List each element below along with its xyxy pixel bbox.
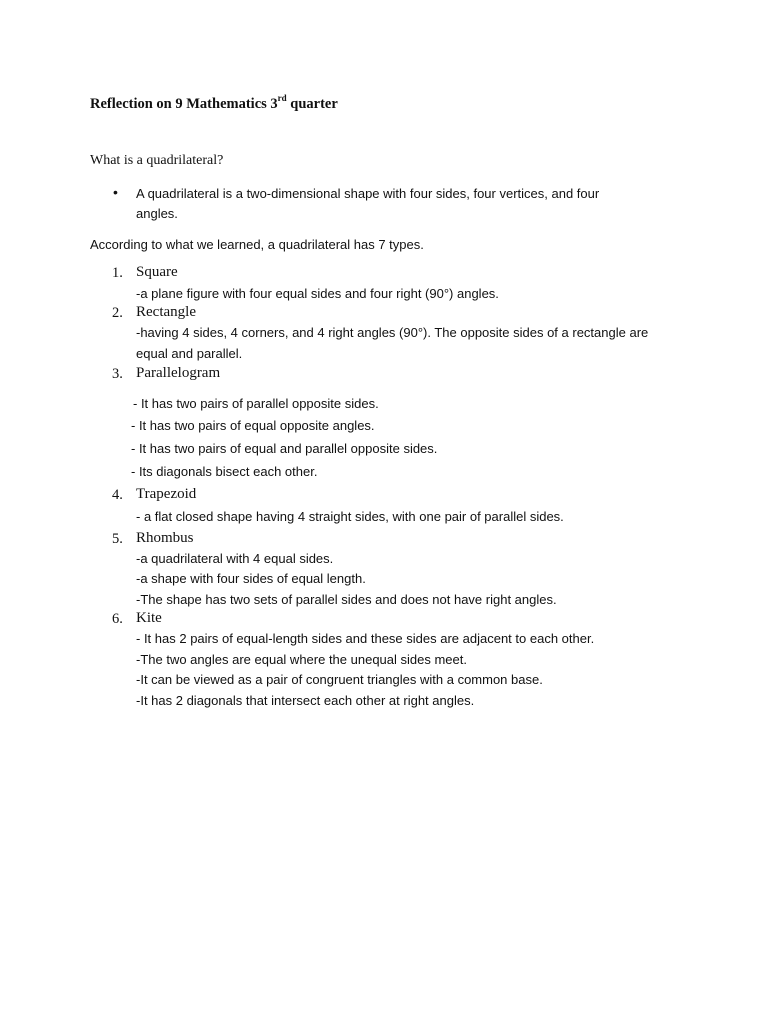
title-text: Reflection on 9 Mathematics 3 bbox=[90, 95, 278, 112]
type-description-line: -It has 2 diagonals that intersect each other at right angles. bbox=[136, 693, 475, 708]
document-title bbox=[90, 94, 338, 113]
list-number: 2. bbox=[112, 305, 123, 321]
type-description-line: -a plane figure with four equal sides and four right (90°) angles. bbox=[136, 286, 499, 301]
list-number: 5. bbox=[112, 531, 123, 547]
definition-line: A quadrilateral is a two-dimensional shape with four sides, four vertices, and four bbox=[136, 186, 600, 201]
type-description-line: -The two angles are equal where the unequal sides meet. bbox=[136, 652, 467, 667]
list-number: 4. bbox=[112, 487, 123, 503]
intro-sentence: According to what we learned, a quadrilateral has 7 types. bbox=[90, 237, 424, 252]
type-description-line: - Its diagonals bisect each other. bbox=[131, 464, 318, 479]
type-description-line: equal and parallel. bbox=[136, 346, 243, 361]
type-description-line: - a flat closed shape having 4 straight sides, with one pair of parallel sides. bbox=[136, 509, 564, 524]
definition-paragraph bbox=[136, 184, 656, 224]
type-description-line: - It has two pairs of equal opposite angles. bbox=[131, 418, 375, 433]
type-description-line: - It has two pairs of equal and parallel opposite sides. bbox=[131, 441, 438, 456]
type-description-line: - It has 2 pairs of equal-length sides and these sides are adjacent to each other. bbox=[136, 631, 595, 646]
definition-line: angles. bbox=[136, 206, 178, 221]
type-description-line: -a shape with four sides of equal length. bbox=[136, 571, 366, 586]
question-heading: What is a quadrilateral? bbox=[90, 153, 224, 168]
list-number: 6. bbox=[112, 611, 123, 627]
type-name-square: Square bbox=[136, 264, 178, 280]
type-description-line: - It has two pairs of parallel opposite sides. bbox=[133, 396, 379, 411]
type-name-trapezoid: Trapezoid bbox=[136, 486, 197, 502]
list-number: 1. bbox=[112, 265, 123, 281]
bullet-marker: • bbox=[113, 184, 118, 200]
type-description-line: -having 4 sides, 4 corners, and 4 right angles (90°). The opposite sides of a rectangle are bbox=[136, 325, 649, 340]
type-description-line: -a quadrilateral with 4 equal sides. bbox=[136, 551, 334, 566]
type-description-line: -It can be viewed as a pair of congruent triangles with a common base. bbox=[136, 672, 543, 687]
type-name-kite: Kite bbox=[136, 610, 162, 626]
type-name-rhombus: Rhombus bbox=[136, 530, 194, 546]
type-name-rectangle: Rectangle bbox=[136, 304, 196, 320]
type-description-line: -The shape has two sets of parallel sides and does not have right angles. bbox=[136, 592, 557, 607]
title-superscript: rd bbox=[277, 93, 287, 103]
type-name-parallelogram: Parallelogram bbox=[136, 365, 221, 381]
list-number: 3. bbox=[112, 366, 123, 382]
title-text-end: quarter bbox=[286, 95, 338, 112]
